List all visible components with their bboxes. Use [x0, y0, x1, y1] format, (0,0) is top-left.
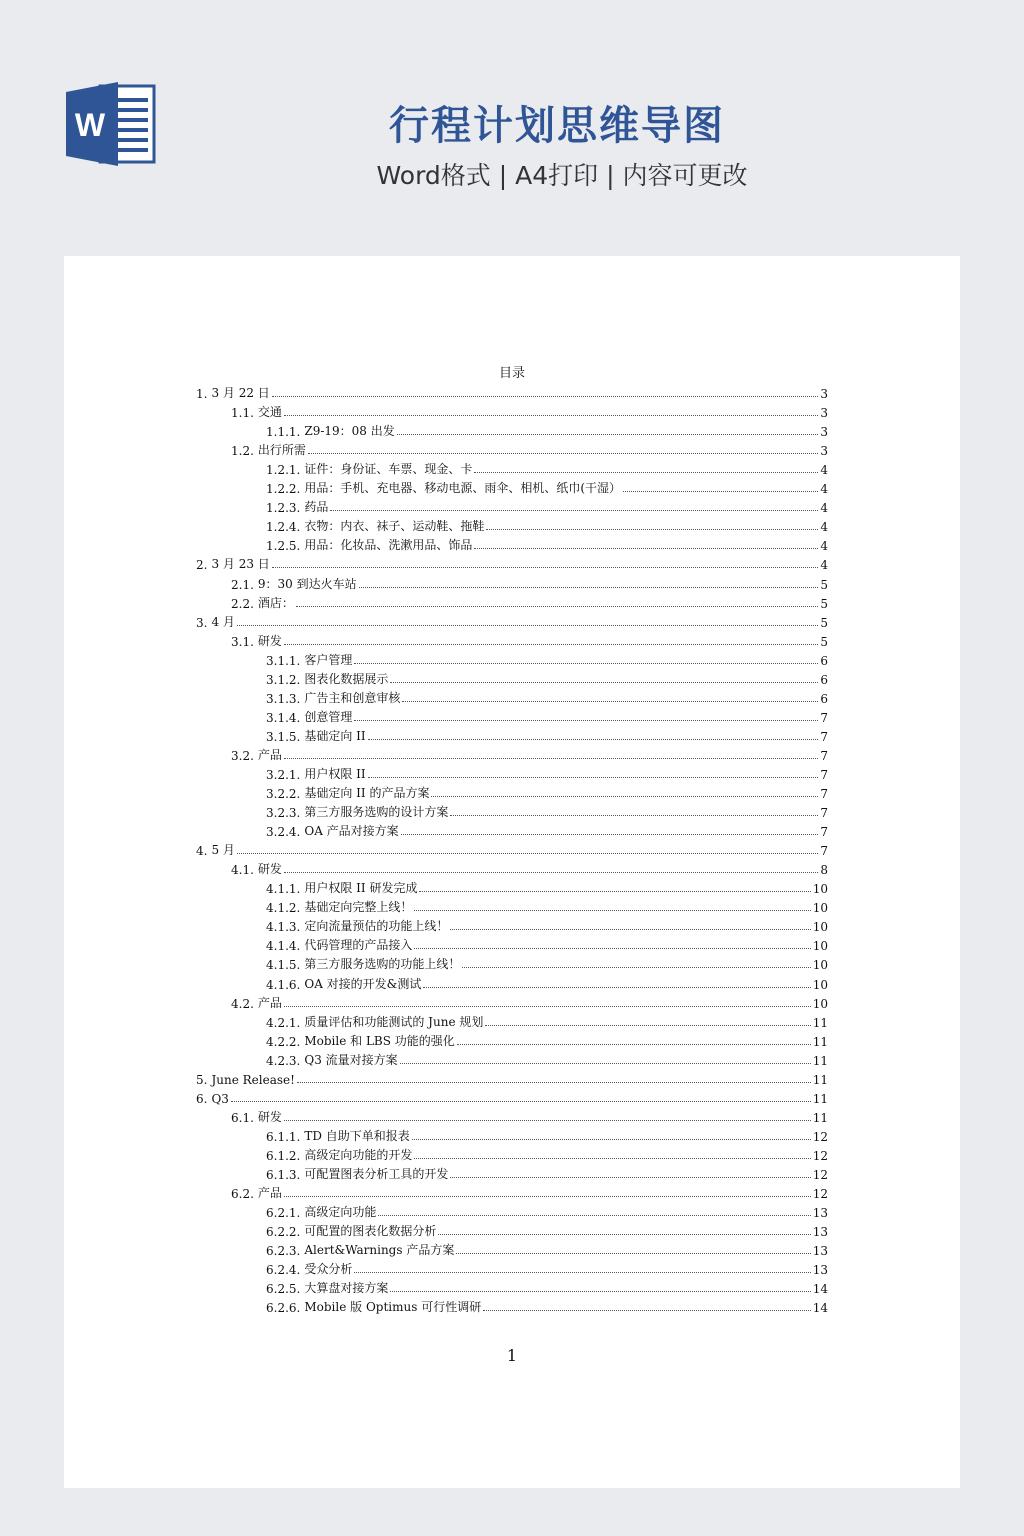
toc-entry[interactable]	[196, 877, 828, 896]
toc-entry-text: 图表化数据展示	[304, 671, 389, 686]
toc-dot-leader	[414, 1158, 810, 1159]
toc-entry-number: 4.1.1.	[266, 882, 301, 897]
toc-entry[interactable]	[196, 572, 828, 591]
toc-entry[interactable]	[196, 1239, 828, 1258]
toc-entry[interactable]	[196, 1220, 828, 1239]
toc-dot-leader	[419, 891, 810, 892]
toc-entry-page: 4	[820, 558, 828, 573]
toc-entry[interactable]	[196, 915, 828, 934]
toc-entry[interactable]	[196, 1296, 828, 1315]
toc-entry-text: 3 月 23 日	[211, 557, 270, 572]
toc-entry[interactable]	[196, 992, 828, 1011]
toc-entry-number: 3.1.2.	[266, 672, 301, 687]
toc-dot-leader	[450, 815, 818, 816]
toc-dot-leader	[231, 1101, 811, 1102]
toc-dot-leader	[623, 491, 818, 492]
toc-entry[interactable]	[196, 706, 828, 725]
toc-dot-leader	[308, 453, 818, 454]
toc-dot-leader	[368, 777, 818, 778]
toc-entry-text: 用品：手机、充电器、移动电源、雨伞、相机、纸巾(干湿）	[304, 481, 622, 496]
toc-dot-leader	[485, 1025, 810, 1026]
toc-entry-text: 基础定向 II 的产品方案	[304, 786, 430, 801]
toc-entry-page: 4	[820, 501, 828, 516]
toc-dot-leader	[378, 1215, 810, 1216]
toc-entry-number: 4.1.5.	[266, 958, 301, 973]
page-number: 1	[506, 1346, 518, 1365]
toc-entry-number: 6.2.3.	[266, 1244, 301, 1259]
toc-entry-page: 6	[820, 691, 828, 706]
toc-entry-page: 4	[820, 520, 828, 535]
toc-dot-leader	[401, 834, 818, 835]
toc-entry-number: 1.2.	[231, 444, 254, 459]
toc-entry[interactable]	[196, 630, 828, 649]
document-page	[64, 256, 960, 1488]
toc-entry-page: 13	[812, 1263, 828, 1278]
toc-entry-page: 11	[812, 1091, 828, 1106]
toc-entry[interactable]	[196, 1011, 828, 1030]
toc-entry-text: 用户权限 II 研发完成	[304, 881, 418, 896]
toc-dot-leader	[414, 948, 810, 949]
toc-entry-text: 第三方服务选购的设计方案	[304, 805, 449, 820]
toc-entry[interactable]	[196, 744, 828, 763]
toc-entry-text: 代码管理的产品接入	[304, 938, 413, 953]
toc-entry-number: 1.2.1.	[266, 463, 301, 478]
toc-entry-page: 8	[820, 863, 828, 878]
toc-entry[interactable]	[196, 668, 828, 687]
toc-entry-text: 客户管理	[304, 652, 353, 667]
toc-entry-text: 用户权限 II	[304, 766, 366, 781]
toc-entry-number: 1.2.2.	[266, 482, 301, 497]
toc-entry-page: 12	[812, 1167, 828, 1182]
toc-entry-page: 5	[820, 596, 828, 611]
toc-entry[interactable]	[196, 1277, 828, 1296]
toc-dot-leader	[284, 644, 818, 645]
toc-entry-page: 3	[820, 387, 828, 402]
toc-entry-number: 6.1.2.	[266, 1148, 301, 1163]
toc-entry-page: 10	[812, 920, 828, 935]
toc-entry-number: 4.1.2.	[266, 901, 301, 916]
toc-entry-number: 6.1.	[231, 1110, 254, 1125]
toc-entry-number: 3.2.1.	[266, 767, 301, 782]
toc-dot-leader	[297, 1082, 811, 1083]
toc-entry[interactable]	[196, 1106, 828, 1125]
toc-entry-page: 12	[812, 1148, 828, 1163]
toc-entry-number: 1.2.5.	[266, 539, 301, 554]
toc-entry-page: 11	[812, 1015, 828, 1030]
toc-entry-number: 6.2.5.	[266, 1282, 301, 1297]
toc-entry[interactable]	[196, 420, 828, 439]
toc-entry-text: 研发	[257, 862, 282, 877]
toc-dot-leader	[330, 510, 818, 511]
toc-entry[interactable]	[196, 1163, 828, 1182]
toc-entry[interactable]	[196, 649, 828, 668]
toc-entry-number: 4.2.2.	[266, 1034, 301, 1049]
toc-entry-page: 7	[820, 787, 828, 802]
toc-entry-text: 可配置图表分析工具的开发	[304, 1166, 449, 1181]
page-subtitle: Word格式 | A4打印 | 内容可更改	[376, 161, 748, 190]
toc-entry-page: 5	[820, 634, 828, 649]
toc-entry-number: 3.2.	[231, 748, 254, 763]
toc-entry[interactable]	[196, 439, 828, 458]
toc-entry-page: 13	[812, 1206, 828, 1221]
toc-entry-text: OA 对接的开发&测试	[304, 976, 422, 991]
toc-entry-text: Z9-19：08 出发	[304, 424, 395, 439]
toc-entry-text: Mobile 和 LBS 功能的强化	[304, 1033, 455, 1048]
toc-entry-text: 5 月	[211, 843, 235, 858]
toc-entry-number: 3.1.4.	[266, 710, 301, 725]
toc-entry[interactable]	[196, 820, 828, 839]
toc-entry-page: 11	[812, 1110, 828, 1125]
toc-entry-number: 1.2.3.	[266, 501, 301, 516]
toc-entry-text: TD 自助下单和报表	[304, 1128, 410, 1143]
toc-dot-leader	[402, 701, 818, 702]
toc-entry-number: 3.1.3.	[266, 691, 301, 706]
toc-entry-number: 1.	[196, 387, 208, 402]
toc-entry-page: 7	[820, 729, 828, 744]
toc-entry-text: 创意管理	[304, 709, 353, 724]
toc-entry-number: 4.	[196, 844, 208, 859]
toc-entry-text: OA 产品对接方案	[304, 824, 399, 839]
toc-entry-number: 4.2.3.	[266, 1053, 301, 1068]
toc-dot-leader	[456, 1253, 810, 1254]
toc-entry-page: 10	[812, 939, 828, 954]
toc-entry-text: Alert&Warnings 产品方案	[304, 1243, 455, 1258]
toc-entry-page: 10	[812, 882, 828, 897]
toc-entry[interactable]	[196, 496, 828, 515]
toc-entry-page: 13	[812, 1225, 828, 1240]
toc-entry-number: 3.2.4.	[266, 825, 301, 840]
toc-dot-leader	[237, 853, 818, 854]
toc-entry-page: 4	[820, 482, 828, 497]
toc-entry[interactable]	[196, 1068, 828, 1087]
toc-entry[interactable]	[196, 1087, 828, 1106]
toc-entry-number: 4.1.6.	[266, 977, 301, 992]
toc-entry-number: 3.2.2.	[266, 787, 301, 802]
toc-entry[interactable]	[196, 1030, 828, 1049]
toc-dot-leader	[390, 682, 818, 683]
toc-entry[interactable]	[196, 896, 828, 915]
toc-entry-page: 12	[812, 1187, 828, 1202]
toc-entry-text: 广告主和创意审核	[304, 690, 401, 705]
toc-dot-leader	[284, 1120, 811, 1121]
toc-entry[interactable]	[196, 477, 828, 496]
toc-entry[interactable]	[196, 401, 828, 420]
toc-entry[interactable]	[196, 611, 828, 630]
toc-entry[interactable]	[196, 934, 828, 953]
toc-entry-page: 10	[812, 996, 828, 1011]
toc-dot-leader	[272, 396, 818, 397]
toc-dot-leader	[450, 1177, 810, 1178]
toc-entry[interactable]	[196, 972, 828, 991]
toc-entry-page: 10	[812, 977, 828, 992]
toc-entry-page: 12	[812, 1129, 828, 1144]
toc-entry-page: 5	[820, 615, 828, 630]
toc-dot-leader	[431, 796, 818, 797]
toc-entry-text: 研发	[257, 1109, 282, 1124]
toc-entry-number: 2.	[196, 558, 208, 573]
toc-entry-text: June Release!	[211, 1072, 295, 1087]
toc-dot-leader	[412, 1139, 811, 1140]
toc-dot-leader	[284, 415, 818, 416]
toc-entry-number: 3.1.5.	[266, 729, 301, 744]
toc-entry[interactable]	[196, 515, 828, 534]
toc-entry-page: 7	[820, 748, 828, 763]
toc-dot-leader	[474, 548, 818, 549]
toc-entry-number: 2.2.	[231, 596, 254, 611]
toc-dot-leader	[390, 1291, 810, 1292]
toc-entry-page: 3	[820, 444, 828, 459]
toc-entry-number: 6.	[196, 1091, 208, 1106]
toc-entry-page: 10	[812, 958, 828, 973]
toc-dot-leader	[414, 910, 810, 911]
toc-entry-page: 7	[820, 825, 828, 840]
toc-entry[interactable]	[196, 839, 828, 858]
toc-entry-number: 6.1.3.	[266, 1167, 301, 1182]
toc-entry-text: 药品	[304, 500, 329, 515]
toc-dot-leader	[272, 567, 818, 568]
toc-dot-leader	[354, 720, 818, 721]
word-icon-letter: W	[74, 107, 106, 143]
toc-entry[interactable]	[196, 1125, 828, 1144]
toc-entry-text: 证件：身份证、车票、现金、卡	[304, 462, 473, 477]
toc-entry-page: 10	[812, 901, 828, 916]
toc-entry[interactable]	[196, 763, 828, 782]
toc-entry-number: 6.2.6.	[266, 1301, 301, 1316]
toc-entry[interactable]	[196, 382, 828, 401]
toc-entry-page: 11	[812, 1072, 828, 1087]
toc-entry-text: Mobile 版 Optimus 可行性调研	[304, 1300, 482, 1315]
toc-entry-text: 出行所需	[257, 443, 306, 458]
table-of-contents	[196, 382, 828, 1315]
toc-entry-text: 研发	[257, 633, 282, 648]
toc-entry-text: 产品	[257, 1186, 282, 1201]
toc-entry-page: 3	[820, 406, 828, 421]
toc-entry-text: 第三方服务选购的功能上线！	[304, 957, 461, 972]
toc-entry-text: Q3 流量对接方案	[304, 1052, 398, 1067]
toc-dot-leader	[462, 967, 810, 968]
toc-dot-leader	[237, 625, 818, 626]
toc-dot-leader	[296, 606, 818, 607]
toc-entry-number: 1.1.1.	[266, 425, 301, 440]
toc-entry-number: 2.1.	[231, 577, 254, 592]
toc-entry[interactable]	[196, 1049, 828, 1068]
toc-entry-number: 4.2.	[231, 996, 254, 1011]
toc-dot-leader	[354, 1272, 810, 1273]
toc-entry-page: 13	[812, 1244, 828, 1259]
toc-entry-page: 3	[820, 425, 828, 440]
toc-entry[interactable]	[196, 1201, 828, 1220]
toc-entry-page: 6	[820, 672, 828, 687]
toc-dot-leader	[359, 587, 818, 588]
toc-entry-text: 3 月 22 日	[211, 386, 270, 401]
toc-dot-leader	[354, 663, 818, 664]
toc-entry-page: 11	[812, 1034, 828, 1049]
toc-entry-number: 4.1.3.	[266, 920, 301, 935]
toc-dot-leader	[284, 1006, 811, 1007]
toc-dot-leader	[284, 1196, 811, 1197]
toc-dot-leader	[368, 739, 818, 740]
toc-entry-page: 7	[820, 844, 828, 859]
toc-dot-leader	[450, 929, 810, 930]
toc-entry[interactable]	[196, 1182, 828, 1201]
toc-dot-leader	[486, 529, 818, 530]
toc-entry-text: 4 月	[211, 614, 235, 629]
toc-entry-number: 3.1.1.	[266, 653, 301, 668]
toc-entry-text: Q3	[211, 1091, 229, 1106]
toc-entry-text: 受众分析	[304, 1262, 353, 1277]
toc-entry-number: 6.1.1.	[266, 1129, 301, 1144]
toc-entry-text: 9：30 到达火车站	[257, 576, 357, 591]
toc-entry[interactable]	[196, 592, 828, 611]
toc-dot-leader	[423, 987, 810, 988]
toc-entry-page: 5	[820, 577, 828, 592]
toc-entry-page: 7	[820, 710, 828, 725]
toc-entry-text: 用品：化妆品、洗漱用品、饰品	[304, 538, 473, 553]
toc-entry[interactable]	[196, 553, 828, 572]
toc-entry[interactable]	[196, 782, 828, 801]
toc-entry-page: 7	[820, 806, 828, 821]
toc-dot-leader	[438, 1234, 810, 1235]
toc-entry-number: 3.	[196, 615, 208, 630]
toc-entry-page: 4	[820, 539, 828, 554]
toc-entry-number: 1.1.	[231, 406, 254, 421]
toc-entry-number: 5.	[196, 1072, 208, 1087]
page-title: 行程计划思维导图	[389, 103, 725, 149]
toc-entry-page: 6	[820, 653, 828, 668]
toc-entry-text: 衣物：内衣、袜子、运动鞋、拖鞋	[304, 519, 485, 534]
toc-dot-leader	[457, 1044, 811, 1045]
toc-entry-number: 4.1.	[231, 863, 254, 878]
toc-title: 目录	[498, 366, 525, 381]
toc-entry-text: 产品	[257, 747, 282, 762]
toc-entry-number: 6.2.1.	[266, 1206, 301, 1221]
toc-entry[interactable]	[196, 687, 828, 706]
toc-entry-text: 酒店：	[257, 595, 294, 610]
toc-entry-page: 11	[812, 1053, 828, 1068]
toc-entry-number: 3.1.	[231, 634, 254, 649]
toc-entry[interactable]	[196, 858, 828, 877]
toc-entry-number: 6.2.4.	[266, 1263, 301, 1278]
toc-entry-text: 质量评估和功能测试的 June 规划	[304, 1014, 484, 1029]
toc-dot-leader	[284, 872, 818, 873]
toc-entry-text: 基础定向完整上线！	[304, 900, 413, 915]
toc-dot-leader	[483, 1310, 810, 1311]
toc-entry-text: 高级定向功能的开发	[304, 1147, 413, 1162]
toc-entry-text: 交通	[257, 405, 282, 420]
toc-entry-page: 4	[820, 463, 828, 478]
toc-entry[interactable]	[196, 458, 828, 477]
toc-entry-number: 6.2.	[231, 1187, 254, 1202]
toc-entry-number: 3.2.3.	[266, 806, 301, 821]
toc-entry[interactable]	[196, 725, 828, 744]
toc-entry-page: 7	[820, 767, 828, 782]
toc-dot-leader	[397, 434, 818, 435]
toc-entry-text: 大算盘对接方案	[304, 1281, 389, 1296]
toc-dot-leader	[474, 472, 818, 473]
toc-entry-number: 4.1.4.	[266, 939, 301, 954]
toc-entry-number: 6.2.2.	[266, 1225, 301, 1240]
toc-entry-number: 4.2.1.	[266, 1015, 301, 1030]
toc-entry-text: 定向流量预估的功能上线！	[304, 919, 449, 934]
toc-entry[interactable]	[196, 1258, 828, 1277]
toc-entry[interactable]	[196, 953, 828, 972]
toc-entry-text: 产品	[257, 995, 282, 1010]
toc-entry-text: 高级定向功能	[304, 1205, 377, 1220]
toc-entry-page: 14	[812, 1301, 828, 1316]
toc-entry-text: 可配置的图表化数据分析	[304, 1224, 437, 1239]
toc-entry-number: 1.2.4.	[266, 520, 301, 535]
toc-entry[interactable]	[196, 534, 828, 553]
toc-entry-text: 基础定向 II	[304, 728, 366, 743]
toc-dot-leader	[400, 1063, 811, 1064]
toc-dot-leader	[284, 758, 818, 759]
toc-entry-page: 14	[812, 1282, 828, 1297]
toc-entry[interactable]	[196, 1144, 828, 1163]
toc-entry[interactable]	[196, 801, 828, 820]
